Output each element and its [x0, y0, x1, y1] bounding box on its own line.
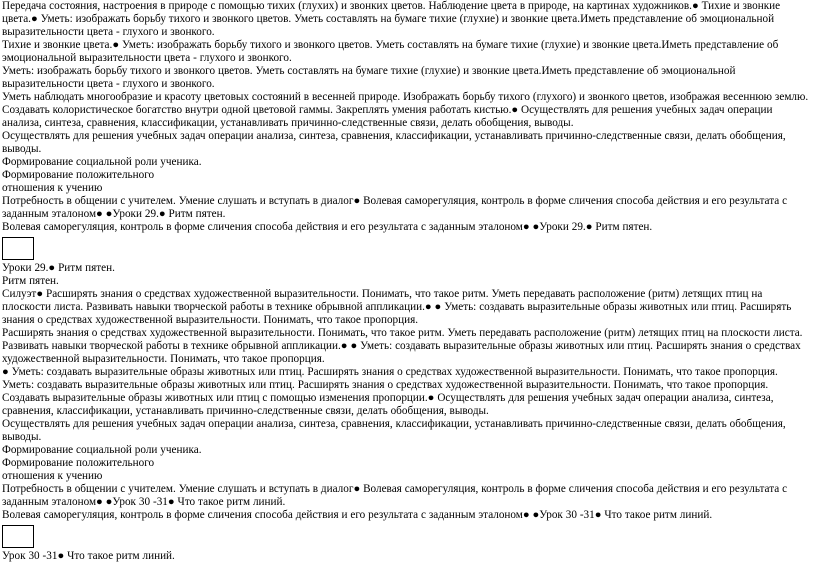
paragraph: Формирование положительного [2, 169, 155, 181]
paragraph: Создавать выразительные образы животных или птиц с помощью изменения пропорции.● Осуществлять для решения учебных задач операции анализа, синтеза, сравнения, классификации, устанавливать причинно-следственные связи, делать обобщения, выводы. [2, 392, 774, 417]
empty-image-box [2, 237, 34, 260]
paragraph: Осуществлять для решения учебных задач операции анализа, синтеза, сравнения, классификации, устанавливать причинно-следственные связи, делать обобщения, выводы. [2, 418, 786, 443]
paragraph: Уроки 29.● Ритм пятен. [2, 262, 115, 274]
paragraph: Потребность в общении с учителем. Умение слушать и вступать в диалог● Волевая саморегуляция, контроль в форме сличения способа действия и его результата с заданным эталоном● ●Урок 30 -31● Что такое ритм линий. [2, 483, 788, 508]
section-b [2, 262, 814, 522]
paragraph: отношения к учению [2, 182, 103, 194]
paragraph: Уметь: изображать борьбу тихого и звонкого цветов. Уметь составлять на бумаге тихие (глухие) и звонкие цвета.Иметь представление об эмоциональной выразительности цвета - глухого и звонкого. [2, 65, 736, 90]
paragraph: Осуществлять для решения учебных задач операции анализа, синтеза, сравнения, классификации, устанавливать причинно-следственные связи, делать обобщения, выводы. [2, 130, 786, 155]
paragraph: Силуэт● Расширять знания о средствах художественной выразительности. Понимать, что такое ритм. Уметь передавать расположение (ритм) летящих птиц на плоскости листа. Развивать навыки творческой работы в технике обрывной аппликации.● ● Уметь: создавать выразительные образы животных или птиц. Расширять знания о средствах художественной выразительности. Понимать, что такое пропорция. [2, 288, 792, 326]
paragraph: Волевая саморегуляция, контроль в форме сличения способа действия и его результата с заданным эталоном● ●Уроки 29.● Ритм пятен. [2, 221, 653, 233]
section-a [2, 0, 814, 234]
paragraph: Передача состояния, настроения в природе с помощью тихих (глухих) и звонких цветов. Наблюдение цвета в природе, на картинах художников.● Тихие и звонкие цвета.● Уметь: изображать борьбу тихого и звонкого цветов. Уметь составлять на бумаге тихие (глухие) и звонкие цвета.Иметь представление об эмоциональной выразительности цвета - глухого и звонкого. [2, 0, 781, 38]
paragraph: Формирование социальной роли ученика. [2, 444, 202, 456]
paragraph: Формирование положительного [2, 457, 155, 469]
paragraph: Потребность в общении с учителем. Умение слушать и вступать в диалог● Волевая саморегуляция, контроль в форме сличения способа действия и его результата с заданным эталоном● ●Уроки 29.● Ритм пятен. [2, 195, 788, 220]
paragraph: Расширять знания о средствах художественной выразительности. Понимать, что такое ритм. Уметь передавать расположение (ритм) летящих птиц на плоскости листа. Развивать навыки творческой работы в технике обрывной аппликации.● ● Уметь: создавать выразительные образы животных или птиц. Расширять знания о средствах художественной выразительности. Понимать, что такое пропорция. [2, 327, 803, 365]
paragraph: Ритм пятен. [2, 275, 59, 287]
empty-image-box [2, 525, 34, 548]
paragraph: Тихие и звонкие цвета.● Уметь: изображать борьбу тихого и звонкого цветов. Уметь составлять на бумаге тихие (глухие) и звонкие цвета.Иметь представление об эмоциональной выразительности цвета - глухого и звонкого. [2, 39, 779, 64]
paragraph: Урок 30 -31● Что такое ритм линий. [2, 550, 175, 562]
section-c [2, 550, 814, 563]
paragraph: Уметь наблюдать многообразие и красоту цветовых состояний в весенней природе. Изображать борьбу тихого (глухого) и звонкого цветов, изображая весеннюю землю. Создавать колористическое богатство внутри одной цветовой гаммы. Закреплять умения работать кистью.● Осуществлять для решения учебных задач операции анализа, синтеза, сравнения, классификации, устанавливать причинно-следственные связи, делать обобщения, выводы. [2, 91, 809, 129]
paragraph: Уметь: создавать выразительные образы животных или птиц. Расширять знания о средствах художественной выразительности. Понимать, что такое пропорция. [2, 379, 769, 391]
paragraph: отношения к учению [2, 470, 103, 482]
paragraph: Волевая саморегуляция, контроль в форме сличения способа действия и его результата с заданным эталоном● ●Урок 30 -31● Что такое ритм линий. [2, 509, 713, 521]
paragraph: ● Уметь: создавать выразительные образы животных или птиц. Расширять знания о средствах художественной выразительности. Понимать, что такое пропорция. [2, 366, 778, 378]
paragraph: Формирование социальной роли ученика. [2, 156, 202, 168]
